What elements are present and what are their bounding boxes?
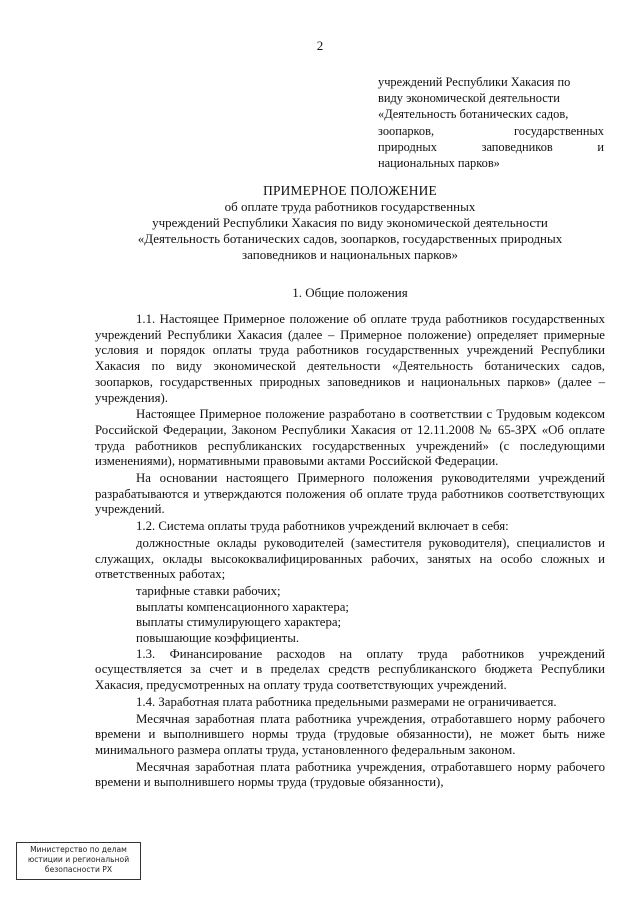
stamp-line: безопасности РХ — [44, 865, 113, 874]
approval-reference-block — [378, 74, 604, 171]
document-title-line: учреждений Республики Хакасия по виду экономической деятельности — [152, 215, 548, 230]
page-number: 2 — [316, 38, 324, 53]
section-heading: 1. Общие положения — [292, 285, 408, 300]
list-item: выплаты стимулирующего характера; — [136, 615, 342, 630]
document-title-main: ПРИМЕРНОЕ ПОЛОЖЕНИЕ — [263, 183, 437, 198]
approval-line: «Деятельность ботанических садов, — [378, 107, 569, 122]
paragraph-1-2: 1.2. Система оплаты труда работников учреждений включает в себя: — [136, 519, 509, 534]
paragraph-1-1: 1.1. Настоящее Примерное положение об оплате труда работников государственных учреждений Республики Хакасия (далее – Примерное положение) определяет примерные условия и порядок оплаты труда работников государственных учреждений Республики Хакасия по виду экономической деятельности «Деятельность ботанических садов, зоопарков, государственных природных заповедников и национальных парков» (далее – учреждения). — [95, 312, 605, 405]
list-item: тарифные ставки рабочих; — [136, 583, 281, 598]
approval-line: виду экономической деятельности — [378, 91, 560, 106]
paragraph-1-3: 1.3. Финансирование расходов на оплату труда работников учреждений осуществляется за счет и в пределах средств республиканского бюджета Республики Хакасия, предусмотренных на оплату труда соответствующих учреждений. — [95, 646, 605, 693]
paragraph-minimum-wage: Месячная заработная плата работника учреждения, отработавшего норму рабочего времени и выполнившего нормы труда (трудовые обязанности), не может быть ниже минимального размера оплаты труда, установленного федеральным законом. — [95, 711, 605, 757]
approval-line: природных заповедников и — [378, 139, 604, 154]
document-title-line: заповедников и национальных парков» — [242, 247, 458, 262]
paragraph-legal-basis: Настоящее Примерное положение разработано в соответствии с Трудовым кодексом Российской Федерации, Законом Республики Хакасия от 12.11.2008 № 65-ЗРХ «Об оплате труда работников республиканских государственных учреждений» (с последующими изменениями), нормативными правовыми актами Российской Федерации. — [95, 407, 605, 469]
approval-line: зоопарков, государственных — [378, 123, 604, 138]
document-title — [95, 183, 605, 263]
list-item: должностные оклады руководителей (заместителя руководителя), специалистов и служащих, оклады высококвалифицированных рабочих, занятых на особо сложных и ответственных работах; — [95, 535, 605, 582]
ministry-stamp — [16, 842, 141, 880]
paragraph-monthly-wage: Месячная заработная плата работника учреждения, отработавшего норму рабочего времени и выполнившего нормы труда (трудовые обязанности), — [95, 759, 605, 790]
stamp-line: Министерство по делам — [30, 845, 127, 854]
document-body — [95, 312, 605, 792]
list-item: выплаты компенсационного характера; — [136, 599, 349, 614]
list-item: повышающие коэффициенты. — [136, 631, 300, 646]
paragraph-1-4: 1.4. Заработная плата работника предельными размерами не ограничивается. — [136, 694, 557, 709]
stamp-line: юстиции и региональной — [27, 855, 130, 864]
document-title-line: об оплате труда работников государственных — [224, 199, 476, 214]
approval-line: национальных парков» — [378, 156, 500, 171]
paragraph-implementation: На основании настоящего Примерного положения руководителями учреждений разрабатываются и утверждаются положения об оплате труда работников соответствующих учреждений. — [95, 471, 605, 517]
approval-line: учреждений Республики Хакасия по — [378, 75, 571, 89]
document-title-line: «Деятельность ботанических садов, зоопарков, государственных природных — [137, 231, 563, 246]
